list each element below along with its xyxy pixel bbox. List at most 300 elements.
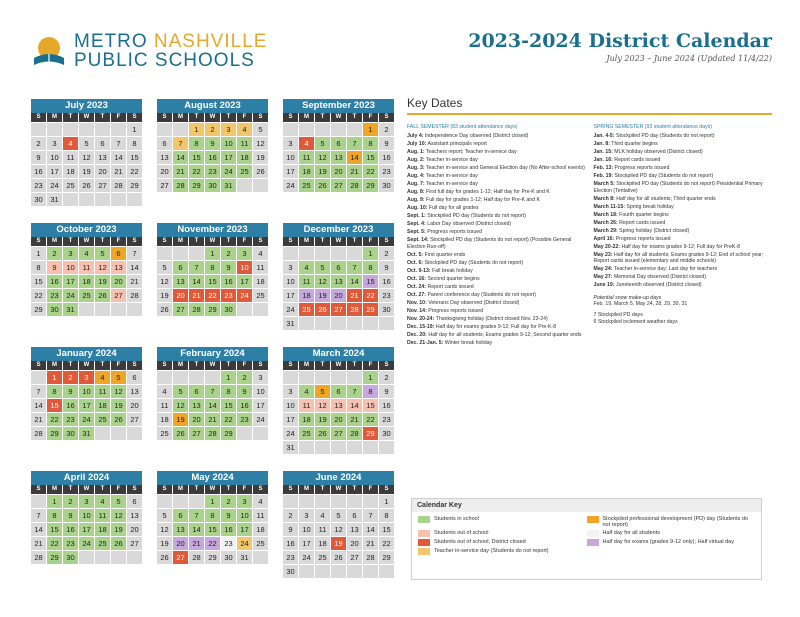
day-cell: 21 — [347, 289, 362, 302]
key-date-item — [407, 229, 586, 235]
weekday-label: T — [95, 113, 110, 122]
day-cell: 15 — [221, 399, 236, 412]
empty-day-cell — [315, 495, 330, 508]
day-cell: 23 — [379, 289, 394, 302]
month-calendar — [31, 347, 142, 440]
calendar-key-label: Half day for all students — [602, 530, 660, 536]
day-cell: 23 — [237, 413, 252, 426]
day-cell: 1 — [379, 495, 394, 508]
day-cell: 2 — [221, 495, 236, 508]
calendar-key-label: Students out of school; District closed — [434, 539, 526, 545]
weekday-label: W — [205, 361, 220, 370]
day-cell: 14 — [31, 523, 46, 536]
day-cell: 13 — [157, 151, 172, 164]
day-cell: 17 — [221, 151, 236, 164]
calendar-key-label: Teacher in-service day (Students do not report) — [434, 548, 549, 554]
key-date-text: Progress reports issued — [614, 235, 671, 242]
weekday-label: S — [31, 485, 46, 494]
day-cell: 16 — [205, 151, 220, 164]
day-cell: 9 — [63, 509, 78, 522]
empty-day-cell — [331, 441, 346, 454]
weekday-label: W — [331, 361, 346, 370]
calendar-key-item — [587, 539, 756, 546]
weekday-label: S — [31, 237, 46, 246]
day-cell: 13 — [331, 275, 346, 288]
weekday-label: T — [221, 361, 236, 370]
key-date-text: Teacher in-service day — [424, 157, 478, 164]
day-cell: 14 — [189, 523, 204, 536]
empty-day-cell — [127, 303, 142, 316]
day-cell: 25 — [315, 551, 330, 564]
day-cell: 1 — [47, 495, 62, 508]
key-date-text: Veterans Day observed (District closed) — [426, 299, 520, 306]
day-cell: 16 — [47, 275, 62, 288]
key-date-date: Oct. 16: — [407, 275, 427, 282]
key-date-item — [407, 260, 586, 266]
month-calendar — [157, 471, 268, 564]
key-date-item — [407, 316, 586, 322]
day-cell: 2 — [237, 371, 252, 384]
day-cell: 17 — [63, 275, 78, 288]
key-date-text: Stockpiled PD day (Students do not report) Presidential Primary Election (Tentative) — [593, 181, 763, 194]
key-date-date: July 10: — [407, 141, 427, 148]
day-cell: 23 — [47, 289, 62, 302]
day-cell: 28 — [111, 179, 126, 192]
key-date-date: Aug. 7: — [407, 181, 425, 188]
day-cell: 29 — [31, 303, 46, 316]
key-date-date: March 26: — [593, 219, 618, 226]
weekday-label: S — [379, 237, 394, 246]
day-cell: 17 — [283, 289, 298, 302]
weekday-label: F — [237, 113, 252, 122]
day-cell: 8 — [31, 261, 46, 274]
key-date-text: Half day for all students; Exams grades 9-12; Second quarter ends — [426, 331, 582, 338]
day-cell: 13 — [331, 399, 346, 412]
weekday-label: M — [173, 113, 188, 122]
day-cell: 2 — [379, 247, 394, 260]
day-cell: 9 — [221, 261, 236, 274]
day-cell: 1 — [127, 123, 142, 136]
day-cell: 31 — [47, 193, 62, 206]
weekday-label: F — [237, 237, 252, 246]
day-cell: 5 — [157, 261, 172, 274]
day-cell: 9 — [63, 385, 78, 398]
day-cell: 2 — [47, 247, 62, 260]
day-cell: 6 — [173, 509, 188, 522]
key-dates-divider — [407, 113, 772, 115]
empty-day-cell — [331, 565, 346, 578]
fall-semester-column — [407, 124, 586, 348]
day-cell: 29 — [205, 551, 220, 564]
day-cell: 6 — [331, 137, 346, 150]
weekday-label: T — [347, 237, 362, 246]
color-swatch — [418, 539, 430, 546]
day-cell: 28 — [205, 427, 220, 440]
day-cell: 9 — [47, 261, 62, 274]
key-date-date: March 11-15: — [593, 203, 625, 210]
day-cell: 10 — [299, 523, 314, 536]
day-cell: 20 — [173, 537, 188, 550]
day-cell: 14 — [363, 523, 378, 536]
key-date-date: Aug. 10: — [407, 205, 428, 212]
day-cell: 26 — [315, 427, 330, 440]
key-date-date: May 23: — [593, 251, 613, 258]
day-cell: 22 — [221, 413, 236, 426]
day-cell: 12 — [315, 275, 330, 288]
day-cell: 14 — [205, 399, 220, 412]
day-cell: 10 — [283, 275, 298, 288]
key-date-date: Aug. 8: — [407, 189, 425, 196]
day-cell: 27 — [173, 551, 188, 564]
day-cell: 18 — [299, 165, 314, 178]
day-cell: 9 — [205, 137, 220, 150]
day-cell: 22 — [379, 537, 394, 550]
weekday-label: S — [157, 485, 172, 494]
key-date-date: Sept. 1: — [407, 213, 426, 220]
key-date-date: Aug. 9: — [407, 197, 425, 204]
empty-day-cell — [63, 123, 78, 136]
weekday-label: S — [127, 237, 142, 246]
day-cell: 23 — [63, 537, 78, 550]
day-cell: 26 — [111, 537, 126, 550]
day-cell: 5 — [173, 385, 188, 398]
day-cell: 4 — [79, 247, 94, 260]
fall-semester-heading: FALL SEMESTER (83 student attendance days) — [407, 124, 518, 130]
color-swatch — [587, 530, 599, 537]
weekday-label: F — [363, 485, 378, 494]
day-cell: 28 — [189, 303, 204, 316]
day-cell: 21 — [31, 413, 46, 426]
logo-wordmark — [74, 32, 267, 70]
day-cell: 11 — [95, 385, 110, 398]
weekday-label: S — [157, 113, 172, 122]
key-date-item — [594, 133, 773, 139]
day-cell: 26 — [253, 165, 268, 178]
day-cell: 29 — [363, 427, 378, 440]
empty-day-cell — [299, 371, 314, 384]
day-cell: 18 — [299, 289, 314, 302]
key-date-date: March 8: — [593, 195, 615, 202]
month-calendar — [283, 99, 394, 192]
day-cell: 19 — [315, 289, 330, 302]
day-cell: 29 — [47, 427, 62, 440]
empty-day-cell — [237, 427, 252, 440]
day-cell: 14 — [173, 151, 188, 164]
empty-day-cell — [347, 565, 362, 578]
day-cell: 15 — [205, 275, 220, 288]
day-cell: 28 — [31, 551, 46, 564]
day-cell: 31 — [221, 179, 236, 192]
key-date-date: Sept. 4: — [407, 221, 426, 228]
empty-day-cell — [111, 303, 126, 316]
empty-day-cell — [331, 495, 346, 508]
weekday-label: S — [283, 237, 298, 246]
key-date-item — [407, 300, 586, 306]
day-cell: 18 — [253, 523, 268, 536]
day-cell: 24 — [283, 427, 298, 440]
day-cell: 30 — [63, 427, 78, 440]
day-cell: 18 — [237, 151, 252, 164]
day-cell: 4 — [253, 495, 268, 508]
weekday-label: S — [127, 113, 142, 122]
color-swatch — [418, 516, 430, 523]
day-cell: 5 — [253, 123, 268, 136]
day-cell: 27 — [331, 303, 346, 316]
day-cell: 11 — [299, 151, 314, 164]
day-cell: 24 — [299, 551, 314, 564]
month-header: October 2023 — [31, 223, 142, 237]
key-date-item — [594, 141, 773, 147]
key-date-text: Fourth quarter begins — [617, 211, 669, 218]
logo-metro: METRO — [74, 31, 154, 52]
calendar-key-item — [418, 548, 587, 555]
empty-day-cell — [363, 565, 378, 578]
calendar-key-label: Stockpiled professional development (PD) day (Students do not report) — [602, 516, 749, 528]
empty-day-cell — [283, 247, 298, 260]
weekday-label: F — [363, 113, 378, 122]
key-date-item — [407, 149, 586, 155]
day-cell: 20 — [331, 165, 346, 178]
day-cell: 23 — [283, 551, 298, 564]
day-cell: 19 — [173, 413, 188, 426]
key-date-date: May 20-22: — [593, 243, 621, 250]
day-cell: 9 — [237, 385, 252, 398]
day-cell: 28 — [363, 551, 378, 564]
day-cell: 8 — [221, 385, 236, 398]
day-cell: 28 — [347, 179, 362, 192]
day-cell: 21 — [347, 413, 362, 426]
day-cell: 9 — [379, 385, 394, 398]
key-date-text: Teacher in-service day — [424, 173, 478, 180]
key-date-date: Oct. 27: — [407, 291, 427, 298]
weekday-label: W — [79, 237, 94, 246]
key-date-date: May 27: — [593, 274, 613, 281]
key-date-text: Half day for all students; Exams grades 9-12; End of school year; Report cards issued (elementary and middle schools) — [593, 251, 764, 265]
key-date-date: Oct. 24: — [407, 283, 427, 290]
day-cell: 14 — [127, 261, 142, 274]
weekday-label: W — [79, 485, 94, 494]
day-cell: 14 — [31, 399, 46, 412]
weekday-label: T — [315, 113, 330, 122]
empty-day-cell — [283, 495, 298, 508]
day-cell: 1 — [363, 123, 378, 136]
day-cell: 24 — [221, 165, 236, 178]
key-date-text: Labor Day observed (District closed) — [425, 221, 512, 228]
day-cell: 16 — [379, 275, 394, 288]
day-cell: 6 — [331, 385, 346, 398]
empty-day-cell — [253, 551, 268, 564]
weekday-label: S — [379, 485, 394, 494]
key-date-item — [407, 284, 586, 290]
key-date-item — [407, 141, 586, 147]
weekday-label: S — [379, 113, 394, 122]
empty-day-cell — [127, 193, 142, 206]
page-subtitle: July 2023 – June 2024 (Updated 11/4/22) — [606, 54, 772, 63]
day-cell: 7 — [127, 247, 142, 260]
key-date-date: Aug. 2: — [407, 157, 425, 164]
day-cell: 25 — [95, 537, 110, 550]
calendar-key-heading: Calendar Key — [412, 499, 761, 512]
weekday-label: T — [315, 237, 330, 246]
day-cell: 8 — [127, 137, 142, 150]
empty-day-cell — [95, 427, 110, 440]
empty-day-cell — [157, 371, 172, 384]
day-cell: 31 — [79, 427, 94, 440]
day-cell: 19 — [79, 165, 94, 178]
key-date-item — [407, 340, 586, 346]
key-date-text: MLK holiday observed (District closed) — [612, 149, 703, 156]
key-date-item — [407, 237, 586, 250]
key-date-date: Dec. 21-Jan. 5: — [407, 339, 444, 346]
month-header: February 2024 — [157, 347, 268, 361]
day-cell: 22 — [127, 165, 142, 178]
day-cell: 21 — [173, 165, 188, 178]
color-swatch — [587, 539, 599, 546]
empty-day-cell — [331, 247, 346, 260]
day-cell: 25 — [253, 537, 268, 550]
weekday-label: S — [31, 113, 46, 122]
day-cell: 3 — [79, 371, 94, 384]
day-cell: 3 — [283, 385, 298, 398]
weekday-label: T — [315, 485, 330, 494]
key-date-text: Teacher in-service day; Last day for teachers — [612, 266, 718, 273]
stockpiled-weather-days: 6 Stockpiled inclement weather days — [593, 318, 678, 325]
day-cell: 6 — [111, 247, 126, 260]
day-cell: 8 — [47, 509, 62, 522]
day-cell: 16 — [221, 523, 236, 536]
weekday-label: S — [127, 485, 142, 494]
day-cell: 28 — [173, 179, 188, 192]
empty-day-cell — [63, 193, 78, 206]
day-cell: 13 — [127, 509, 142, 522]
key-date-text: Half day for all students; Third quarter ends — [614, 195, 716, 202]
day-cell: 18 — [79, 275, 94, 288]
key-date-item — [407, 332, 586, 338]
day-cell: 27 — [331, 179, 346, 192]
key-dates-section — [407, 96, 772, 348]
key-date-date: March 18: — [593, 211, 618, 218]
day-cell: 9 — [379, 261, 394, 274]
day-cell: 20 — [127, 523, 142, 536]
calendar-key-label: Students out of school — [434, 530, 489, 536]
empty-day-cell — [363, 317, 378, 330]
stockpiled-pd-days: 7 Stockpiled PD days — [593, 312, 643, 319]
weekday-label: S — [283, 485, 298, 494]
day-cell: 4 — [299, 385, 314, 398]
key-date-text: Half day for exams grades 9-12; Full day for Pre-K-8 — [434, 323, 557, 330]
key-date-text: Teachers report; Teacher in-service day — [424, 149, 517, 156]
key-date-date: Aug. 1: — [407, 149, 425, 156]
weekday-label: F — [237, 361, 252, 370]
weekday-label: T — [189, 485, 204, 494]
day-cell: 30 — [379, 427, 394, 440]
day-cell: 19 — [157, 537, 172, 550]
day-cell: 14 — [347, 275, 362, 288]
key-date-item — [594, 181, 773, 194]
day-cell: 17 — [299, 537, 314, 550]
day-cell: 11 — [299, 275, 314, 288]
day-cell: 9 — [221, 509, 236, 522]
day-cell: 21 — [189, 537, 204, 550]
day-cell: 7 — [347, 137, 362, 150]
day-cell: 19 — [111, 399, 126, 412]
empty-day-cell — [331, 123, 346, 136]
key-date-item — [594, 157, 773, 163]
day-cell: 10 — [237, 261, 252, 274]
day-cell: 11 — [237, 137, 252, 150]
key-date-date: March 29: — [593, 227, 618, 234]
key-date-text: Teacher in-service day — [424, 181, 478, 188]
key-date-item — [407, 252, 586, 258]
key-date-item — [407, 292, 586, 298]
day-cell: 19 — [315, 165, 330, 178]
empty-day-cell — [157, 247, 172, 260]
key-date-item — [594, 252, 773, 265]
weekday-label: F — [237, 485, 252, 494]
key-date-text: Progress reports issued — [426, 307, 484, 314]
month-header: June 2024 — [283, 471, 394, 485]
day-cell: 17 — [79, 399, 94, 412]
day-cell: 19 — [331, 537, 346, 550]
month-header: December 2023 — [283, 223, 394, 237]
day-cell: 28 — [347, 303, 362, 316]
day-cell: 13 — [173, 275, 188, 288]
day-cell: 20 — [127, 399, 142, 412]
weekday-label: T — [63, 485, 78, 494]
weekday-label: T — [63, 361, 78, 370]
weekday-label: S — [253, 113, 268, 122]
weekday-label: T — [95, 237, 110, 246]
day-cell: 18 — [63, 165, 78, 178]
empty-day-cell — [237, 179, 252, 192]
day-cell: 7 — [31, 509, 46, 522]
empty-day-cell — [189, 247, 204, 260]
day-cell: 10 — [283, 399, 298, 412]
empty-day-cell — [95, 123, 110, 136]
day-cell: 20 — [95, 165, 110, 178]
weekday-label: M — [47, 361, 62, 370]
day-cell: 9 — [379, 137, 394, 150]
empty-day-cell — [173, 123, 188, 136]
empty-day-cell — [79, 551, 94, 564]
day-cell: 1 — [363, 371, 378, 384]
day-cell: 4 — [95, 495, 110, 508]
weekday-label: S — [127, 361, 142, 370]
day-cell: 27 — [189, 427, 204, 440]
day-cell: 15 — [127, 151, 142, 164]
day-cell: 25 — [299, 303, 314, 316]
day-cell: 27 — [95, 179, 110, 192]
day-cell: 30 — [221, 551, 236, 564]
day-cell: 16 — [221, 275, 236, 288]
weekday-label: F — [363, 361, 378, 370]
key-date-text: Stockpiled PD day (Students do not report) — [614, 133, 715, 140]
day-cell: 22 — [47, 413, 62, 426]
weekday-label: S — [157, 361, 172, 370]
day-cell: 5 — [315, 261, 330, 274]
day-cell: 4 — [63, 137, 78, 150]
day-cell: 11 — [253, 261, 268, 274]
day-cell: 22 — [31, 289, 46, 302]
empty-day-cell — [299, 247, 314, 260]
day-cell: 16 — [379, 151, 394, 164]
empty-day-cell — [127, 551, 142, 564]
calendar-key-label: Students in school — [434, 516, 479, 522]
day-cell: 2 — [205, 123, 220, 136]
day-cell: 30 — [47, 303, 62, 316]
empty-day-cell — [347, 495, 362, 508]
snow-makeup-note: Potential snow make-up days — [593, 294, 662, 301]
